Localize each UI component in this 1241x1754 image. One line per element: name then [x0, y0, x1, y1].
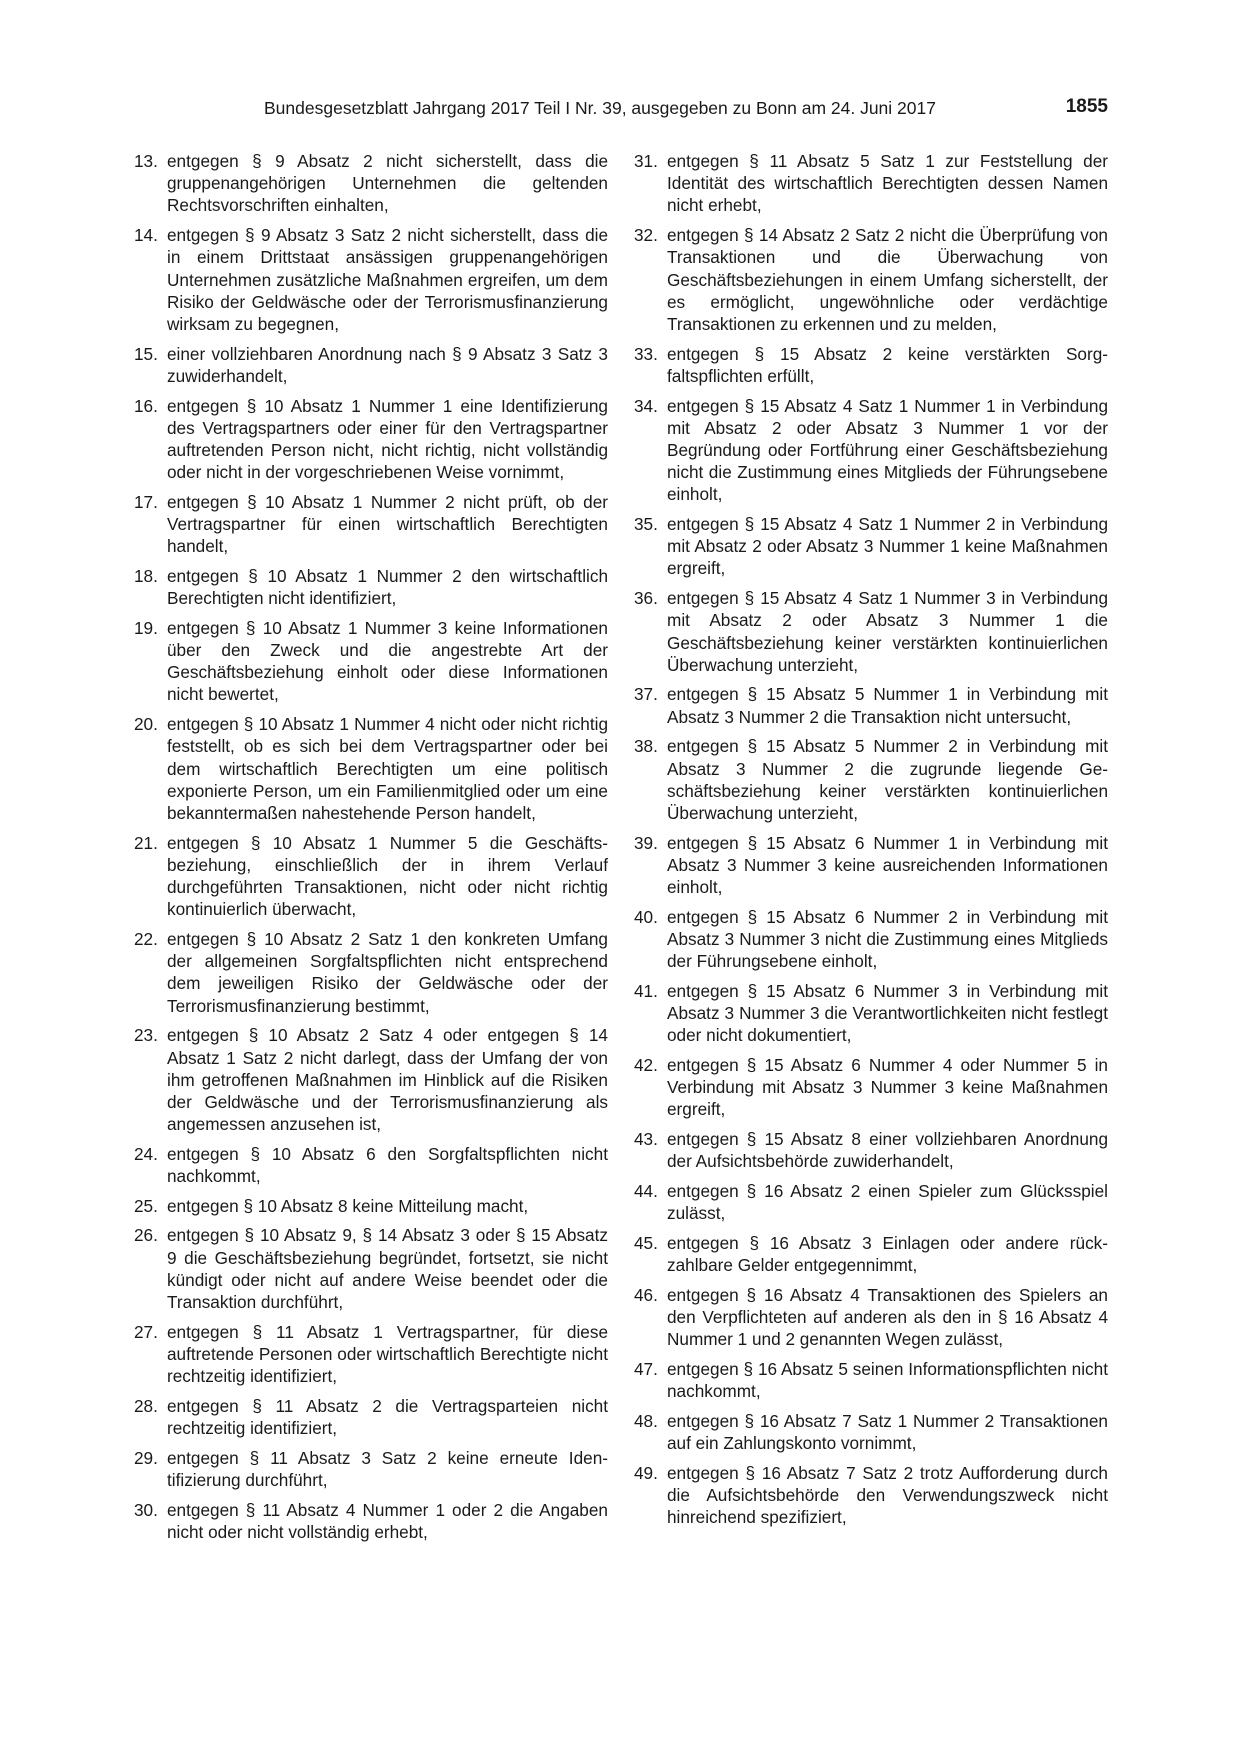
list-item-number: 20. [134, 714, 158, 735]
list-item-text: einer vollziehbaren Anordnung nach § 9 Absatz 3 Satz 3 zuwiderhandelt, [167, 343, 608, 386]
list-item-text: entgegen § 10 Absatz 1 Nummer 1 eine Identifizierung des Vertragspartners oder einer für den Vertragspartner auftretenden Person nicht, nicht richtig, nicht vollständig oder nicht in der vorgeschriebenen Weise vornimmt, [167, 395, 608, 483]
list-item [634, 513, 1108, 580]
list-item [134, 395, 608, 484]
list-item-number: 16. [134, 395, 158, 416]
list-item-text: entgegen § 11 Absatz 3 Satz 2 keine erneute Identifizierung durchführt, [167, 1447, 608, 1490]
list-item [634, 980, 1108, 1047]
list-item-text: entgegen § 16 Absatz 4 Transaktionen des Spielers an den Verpflichteten auf anderen als den in § 16 Absatz 4 Nummer 1 und 2 genannten Wegen zulässt, [667, 1284, 1108, 1350]
list-item [634, 395, 1108, 506]
list-item-text: entgegen § 10 Absatz 2 Satz 4 oder entgegen § 14 Absatz 1 Satz 2 nicht darlegt, dass der Umfang der von ihm getroffenen Maßnahmen im Hinblick auf die Risiken der Geldwäsche und der Terrorismusfinanzierung als angemessen anzusehen ist, [167, 1025, 608, 1135]
list-item-number: 15. [134, 343, 158, 364]
list-item-number: 30. [134, 1499, 158, 1520]
page-number: 1855 [1065, 96, 1108, 117]
list-item-number: 34. [634, 395, 658, 416]
list-item [134, 1499, 608, 1543]
list-item-number: 21. [134, 832, 158, 853]
list-item [134, 928, 608, 1017]
list-item-number: 49. [634, 1462, 658, 1483]
list-item-text: entgegen § 9 Absatz 3 Satz 2 nicht sicherstellt, dass die in einem Drittstaat ansässigen gruppenangehörigen Unternehmen zusätzliche Maßnahmen ergreifen, um dem Risiko der Geldwäsche oder der Terrorismusfinanzierung wirksam zu begegnen, [167, 225, 608, 334]
header-title: Bundesgesetzblatt Jahrgang 2017 Teil I Nr. 39, ausgegeben zu Bonn am 24. Juni 2017 [264, 98, 936, 118]
list-item-number: 42. [634, 1055, 658, 1076]
list-item-text: entgegen § 10 Absatz 2 Satz 1 den konkreten Umfang der allgemeinen Sorgfaltspflichten nicht entsprechend dem jeweiligen Risiko der Geldwäsche oder der Terrorismusfinanzierung bestimmt, [167, 929, 608, 1016]
list-item-text: entgegen § 14 Absatz 2 Satz 2 nicht die Überprüfung von Transaktionen und die Überwachung von Geschäftsbeziehungen in einem Umfang sicherstellt, der es ermöglicht, ungewöhnliche oder verdächtige Transaktionen zu erkennen und zu melden, [667, 225, 1108, 334]
list-item-text: entgegen § 16 Absatz 7 Satz 2 trotz Aufforderung durch die Aufsichtsbehörde den Verwendungszweck nicht hinreichend spezifiziert, [667, 1462, 1108, 1528]
list-item-text: entgegen § 15 Absatz 4 Satz 1 Nummer 1 in Verbindung mit Absatz 2 oder Absatz 3 Nummer 1 vor der Begründung oder Fortführung einer Geschäftsbeziehung nicht die Zustimmung eines Mitglieds der Führungsebene einholt, [667, 395, 1108, 505]
list-item-number: 13. [134, 151, 158, 171]
list-item [134, 832, 608, 921]
list-item [134, 1447, 608, 1491]
list-item-number: 25. [134, 1195, 158, 1216]
list-item [634, 1410, 1108, 1454]
list-item-text: entgegen § 11 Absatz 4 Nummer 1 oder 2 die Angaben nicht oder nicht vollständig erhebt, [167, 1499, 608, 1542]
list-item [134, 565, 608, 609]
list-item-text: entgegen § 15 Absatz 2 keine verstärkten Sorgfaltspflichten erfüllt, [667, 343, 1108, 386]
list-item-text: entgegen § 10 Absatz 9, § 14 Absatz 3 oder § 15 Absatz 9 die Geschäftsbeziehung begründet, fortsetzt, sie nicht kündigt oder nicht auf andere Weise beendet oder die Transaktion durchführt, [167, 1225, 608, 1313]
list-item-number: 32. [634, 225, 658, 246]
list-item-number: 24. [134, 1143, 158, 1164]
list-item [634, 735, 1108, 824]
list-item-number: 48. [634, 1410, 658, 1431]
list-item [634, 150, 1108, 217]
list-item-number: 45. [634, 1232, 658, 1253]
list-item [634, 1284, 1108, 1351]
list-item-number: 47. [634, 1358, 658, 1379]
list-item [634, 1462, 1108, 1529]
list-item-number: 19. [134, 617, 158, 638]
list-item-number: 39. [634, 832, 658, 853]
list-item-number: 28. [134, 1395, 158, 1416]
list-item [634, 587, 1108, 676]
list-item-text: entgegen § 16 Absatz 2 einen Spieler zum Glücksspiel zulässt, [667, 1181, 1108, 1224]
list-item-text: entgegen § 11 Absatz 5 Satz 1 zur Feststellung der Identität des wirtschaftlich Berechtigten dessen Namen nicht erhebt, [667, 151, 1108, 216]
list-item [134, 713, 608, 824]
page-header [134, 98, 1108, 128]
list-item-number: 36. [634, 588, 658, 609]
list-item-text: entgegen § 15 Absatz 6 Nummer 2 in Verbindung mit Absatz 3 Nummer 3 nicht die Zustimmung eines Mitglieds der Führungsebene einholt, [667, 906, 1108, 972]
list-item-number: 31. [634, 151, 658, 171]
list-item-text: entgegen § 10 Absatz 1 Nummer 4 nicht oder nicht richtig feststellt, ob es sich bei dem Vertragspartner oder bei dem wirtschaftlich Berechtigten um eine politisch exponierte Person, um ein Familienmitglied oder um eine bekanntermaßen nahestehende Person handelt, [167, 714, 608, 823]
left-column [134, 150, 608, 1551]
list-item [634, 832, 1108, 899]
list-item [634, 906, 1108, 973]
list-item-number: 26. [134, 1225, 158, 1246]
list-item-number: 44. [634, 1181, 658, 1202]
list-item-text: entgegen § 10 Absatz 1 Nummer 2 nicht prüft, ob der Vertragspartner für einen wirtschaftlich Berechtigten handelt, [167, 491, 608, 557]
list-item-text: entgegen § 10 Absatz 6 den Sorgfaltspflichten nicht nachkommt, [167, 1143, 608, 1187]
list-item [634, 683, 1108, 727]
list-item-text: entgegen § 15 Absatz 6 Nummer 1 in Verbindung mit Absatz 3 Nummer 3 keine ausreichenden Informationen einholt, [667, 832, 1108, 898]
list-item [634, 224, 1108, 335]
list-item-text: entgegen § 15 Absatz 6 Nummer 4 oder Nummer 5 in Verbindung mit Absatz 3 Nummer 3 keine Maßnahmen ergreift, [667, 1055, 1108, 1120]
list-item-text: entgegen § 16 Absatz 7 Satz 1 Nummer 2 Transaktionen auf ein Zahlungskonto vornimmt, [667, 1410, 1108, 1454]
list-item-number: 17. [134, 491, 158, 512]
list-item [134, 224, 608, 335]
list-item-text: entgegen § 9 Absatz 2 nicht sicherstellt, dass die gruppenangehörigen Unternehmen die geltenden Rechtsvorschriften einhalten, [167, 151, 608, 216]
list-item [134, 491, 608, 558]
list-item [134, 1024, 608, 1135]
list-item [134, 1224, 608, 1313]
list-item-text: entgegen § 11 Absatz 2 die Vertragsparteien nicht rechtzeitig identifiziert, [167, 1395, 608, 1439]
list-item-text: entgegen § 15 Absatz 5 Nummer 1 in Verbindung mit Absatz 3 Nummer 2 die Transaktion nicht untersucht, [667, 684, 1108, 727]
list-item-text: entgegen § 10 Absatz 1 Nummer 5 die Geschäftsbeziehung, einschließlich der in ihrem Verlauf durchgeführten Transaktionen, nicht oder nicht richtig kontinuierlich überwacht, [167, 832, 608, 920]
list-item [134, 1143, 608, 1187]
list-item-number: 37. [634, 684, 658, 705]
list-item-number: 18. [134, 565, 158, 586]
list-item-number: 29. [134, 1447, 158, 1468]
list-item-number: 33. [634, 343, 658, 364]
list-item-number: 41. [634, 980, 658, 1001]
right-column [634, 150, 1108, 1536]
list-item-text: entgegen § 15 Absatz 4 Satz 1 Nummer 2 in Verbindung mit Absatz 2 oder Absatz 3 Nummer 1 keine Maßnahmen ergreift, [667, 514, 1108, 579]
list-item [634, 343, 1108, 387]
list-item-number: 35. [634, 514, 658, 535]
list-item-text: entgegen § 10 Absatz 1 Nummer 3 keine Informationen über den Zweck und die angestrebte Art der Geschäftsbeziehung einholt oder diese Informationen nicht bewertet, [167, 617, 608, 705]
list-item-text: entgegen § 11 Absatz 1 Vertragspartner, für diese auftretende Personen oder wirtschaftlich Berechtigte nicht rechtzeitig identifiziert, [167, 1321, 608, 1387]
list-item-number: 27. [134, 1321, 158, 1342]
list-item-number: 23. [134, 1025, 158, 1046]
list-item [134, 150, 608, 217]
list-item-text: entgegen § 10 Absatz 8 keine Mitteilung macht, [167, 1195, 529, 1216]
list-item [134, 617, 608, 706]
list-item [634, 1358, 1108, 1402]
list-item-text: entgegen § 16 Absatz 3 Einlagen oder andere rückzahlbare Gelder entgegennimmt, [667, 1232, 1108, 1276]
list-item [634, 1128, 1108, 1172]
list-item [634, 1054, 1108, 1121]
list-item-number: 43. [634, 1129, 658, 1150]
list-item-text: entgegen § 16 Absatz 5 seinen Informationspflichten nicht nachkommt, [667, 1358, 1108, 1402]
list-item [134, 1395, 608, 1439]
list-item-number: 38. [634, 736, 658, 757]
list-item-text: entgegen § 15 Absatz 6 Nummer 3 in Verbindung mit Absatz 3 Nummer 3 die Verantwortlichkeiten nicht festlegt oder nicht dokumentiert, [667, 980, 1108, 1046]
list-item-number: 40. [634, 906, 658, 927]
list-item [134, 343, 608, 387]
list-item-number: 22. [134, 929, 158, 949]
list-item [134, 1195, 608, 1217]
list-item-number: 14. [134, 225, 158, 246]
list-item-text: entgegen § 15 Absatz 4 Satz 1 Nummer 3 in Verbindung mit Absatz 2 oder Absatz 3 Nummer 1 die Geschäftsbeziehung keiner verstärkten kontinuierlichen Überwachung unterzieht, [667, 588, 1108, 675]
list-item-number: 46. [634, 1284, 658, 1305]
list-item [634, 1180, 1108, 1224]
list-item-text: entgegen § 15 Absatz 8 einer vollziehbaren Anordnung der Aufsichtsbehörde zuwiderhandelt, [667, 1129, 1108, 1172]
list-item [134, 1321, 608, 1388]
list-item-text: entgegen § 15 Absatz 5 Nummer 2 in Verbindung mit Absatz 3 Nummer 2 die zugrunde liegende Geschäftsbeziehung keiner verstärkten kontinuierlichen Überwachung unterzieht, [667, 736, 1108, 823]
list-item-text: entgegen § 10 Absatz 1 Nummer 2 den wirtschaftlich Berechtigten nicht identifiziert, [167, 565, 608, 609]
list-item [634, 1232, 1108, 1276]
